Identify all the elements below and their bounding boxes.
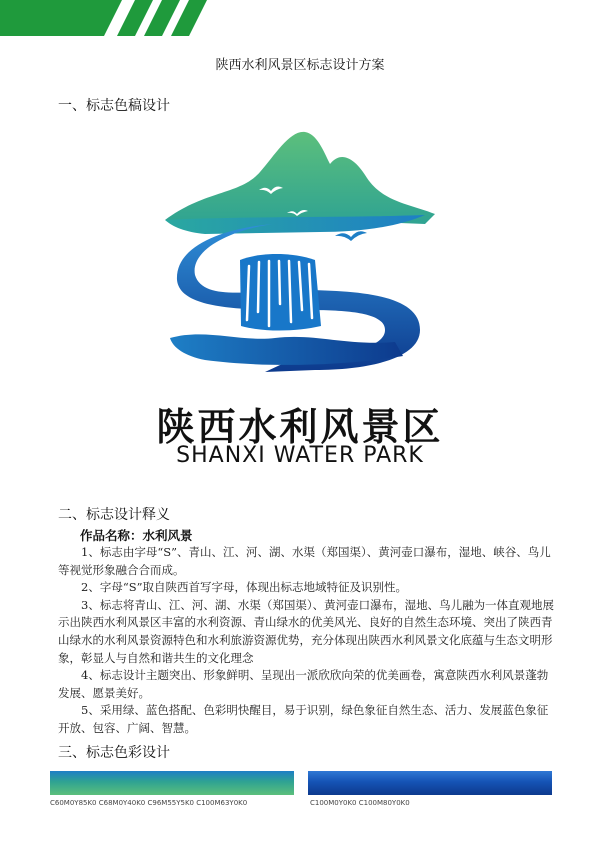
explanation-paragraph: 2、字母“S”取自陕西首写字母，体现出标志地域特征及识别性。 — [81, 580, 407, 595]
green-color-swatch — [50, 771, 294, 795]
waterfall-streak — [279, 261, 280, 304]
section-heading-color-draft: 一、标志色稿设计 — [58, 98, 170, 114]
water-base-shape — [170, 334, 403, 365]
explanation-paragraph: 4、标志设计主题突出、形象鲜明、呈现出一派欣欣向荣的优美画卷，寓意陕西水利风景蓬勃发展、愿景美好。 — [58, 668, 549, 700]
header-stripes — [0, 0, 600, 36]
water-park-logo — [145, 120, 455, 385]
blue-color-swatch — [308, 771, 552, 795]
stripe — [0, 0, 122, 36]
logo-name-english: SHANXI WATER PARK — [176, 443, 424, 468]
green-swatch-label: C60M0Y85K0 C68M0Y40K0 C96M55Y5K0 C100M63Y0K0 — [50, 799, 248, 807]
section-heading-color-design: 三、标志色彩设计 — [58, 745, 170, 761]
explanation-paragraph: 5、采用绿、蓝色搭配、色彩明快醒目，易于识别，绿色象征自然生态、活力、发展蓝色象征开放、包容、广阔、智慧。 — [58, 703, 549, 735]
logo-name-chinese: 陕西水利风景区 — [156, 405, 444, 449]
explanation-text — [58, 544, 558, 738]
bird-icon — [335, 231, 367, 241]
section-heading-explanation: 二、标志设计释义 — [58, 507, 170, 523]
waterfall-streak — [258, 262, 259, 312]
explanation-paragraph: 3、标志将青山、江、河、湖、水渠（郑国渠）、黄河壶口瀑布，湿地、鸟儿融为一体直观地展示出陕西水利风景区丰富的水利资源、青山绿水的优美风光、良好的自然生态环境、突出了陕西青山绿水的水利风景资源特色和水利旅游资源优势，充分体现出陕西水利风景文化底蕴与生态文明形象，彰显人与自然和谐共生的文化理念 — [58, 597, 555, 665]
blue-swatch-label: C100M0Y0K0 C100M80Y0K0 — [310, 799, 410, 807]
mountain-shape — [165, 132, 435, 224]
document-title: 陕西水利风景区标志设计方案 — [215, 58, 385, 73]
work-title: 作品名称：水利风景 — [80, 528, 193, 543]
explanation-paragraph: 1、标志由字母“S”、青山、江、河、湖、水渠（郑国渠）、黄河壶口瀑布，湿地、峡谷、鸟儿等视觉形象融合合而成。 — [58, 545, 551, 577]
